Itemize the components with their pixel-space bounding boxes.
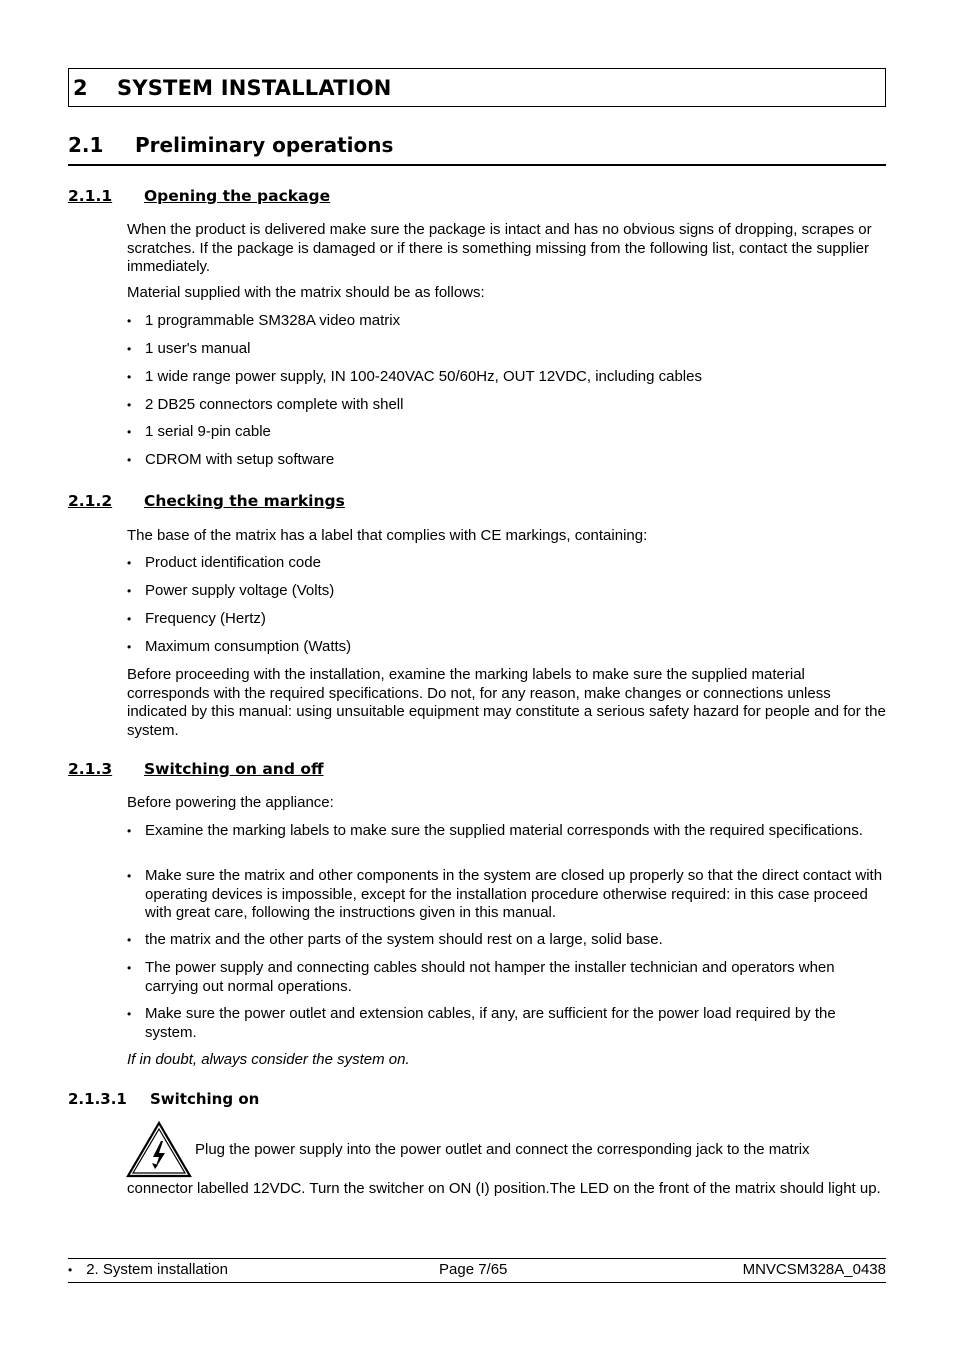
chapter-title-text: SYSTEM INSTALLATION bbox=[117, 76, 392, 100]
subsection-2-1-1-heading bbox=[68, 187, 330, 205]
list-item: • Examine the marking labels to make sure the supplied material corresponds with the required specifications. bbox=[127, 822, 863, 839]
bullet-icon: • bbox=[127, 584, 132, 598]
paragraph: Material supplied with the matrix should be as follows: bbox=[127, 284, 485, 301]
footer-divider-top bbox=[68, 1258, 886, 1259]
bullet-icon: • bbox=[127, 933, 132, 947]
bullet-icon: • bbox=[127, 869, 132, 883]
note-text: If in doubt, always consider the system on. bbox=[127, 1051, 410, 1068]
bullet-icon: • bbox=[127, 398, 132, 412]
paragraph: The base of the matrix has a label that complies with CE markings, containing: bbox=[127, 527, 648, 544]
list-item: • 1 serial 9-pin cable bbox=[127, 423, 271, 440]
subsection-2-1-2-number: 2.1.2 bbox=[68, 492, 113, 510]
section-2-1-number: 2.1 bbox=[68, 133, 104, 157]
subsubsection-2-1-3-1-number: 2.1.3.1 bbox=[68, 1090, 127, 1108]
electrical-hazard-icon bbox=[126, 1121, 192, 1178]
list-item: • 1 programmable SM328A video matrix bbox=[127, 312, 401, 329]
bullet-icon: • bbox=[127, 1007, 132, 1021]
bullet-icon: • bbox=[127, 370, 132, 384]
list-item: • Make sure the matrix and other components in the system are closed up properly so that the direct contact with operating devices is impossible, except for the installation procedure otherwise required: in this case proceed with great care, following the instructions given in this manual. bbox=[127, 867, 883, 921]
bullet-icon: • bbox=[127, 612, 132, 626]
footer-divider-bottom bbox=[68, 1282, 886, 1283]
subsection-2-1-1-number: 2.1.1 bbox=[68, 187, 113, 205]
subsection-2-1-2-title: Checking the markings bbox=[144, 492, 345, 510]
list-item: • 1 wide range power supply, IN 100-240VAC 50/60Hz, OUT 12VDC, including cables bbox=[127, 368, 702, 385]
bullet-icon: • bbox=[127, 342, 132, 356]
bullet-icon: • bbox=[68, 1263, 73, 1277]
list-item: • 2 DB25 connectors complete with shell bbox=[127, 396, 404, 413]
bullet-icon: • bbox=[127, 556, 132, 570]
subsection-2-1-3-title: Switching on and off bbox=[144, 760, 324, 778]
section-divider bbox=[68, 164, 886, 166]
subsection-2-1-2-heading bbox=[68, 492, 345, 510]
bullet-icon: • bbox=[127, 314, 132, 328]
section-2-1-heading bbox=[68, 133, 393, 157]
section-2-1-title: Preliminary operations bbox=[135, 133, 394, 157]
bullet-icon: • bbox=[127, 453, 132, 467]
subsection-2-1-3-number: 2.1.3 bbox=[68, 760, 113, 778]
subsubsection-2-1-3-1-title: Switching on bbox=[150, 1090, 260, 1108]
list-item: • 1 user's manual bbox=[127, 340, 251, 357]
chapter-title bbox=[73, 76, 392, 100]
paragraph: Before proceeding with the installation, examine the marking labels to make sure the supplied material corresponds with the required specifications. Do not, for any reason, make changes or connections unless indicated by this manual: using unsuitable equipment may constitute a serious safety hazard for people and for the system. bbox=[127, 666, 886, 739]
footer-chapter bbox=[68, 1261, 228, 1278]
bullet-icon: • bbox=[127, 824, 132, 838]
bullet-icon: • bbox=[127, 425, 132, 439]
bullet-icon: • bbox=[127, 961, 132, 975]
paragraph: Before powering the appliance: bbox=[127, 794, 334, 811]
list-item: • CDROM with setup software bbox=[127, 451, 335, 468]
paragraph: connector labelled 12VDC. Turn the switcher on ON (I) position.The LED on the front of the matrix should light up. bbox=[127, 1180, 881, 1197]
list-item: • Frequency (Hertz) bbox=[127, 610, 266, 627]
bullet-icon: • bbox=[127, 640, 132, 654]
list-item: • Maximum consumption (Watts) bbox=[127, 638, 352, 655]
paragraph: When the product is delivered make sure the package is intact and has no obvious signs of dropping, scrapes or scratches. If the package is damaged or if there is something missing from the following list, contact the supplier immediately. bbox=[127, 221, 872, 275]
list-item: • Product identification code bbox=[127, 554, 321, 571]
footer-chapter-text: 2. System installation bbox=[86, 1261, 228, 1278]
subsection-2-1-3-heading bbox=[68, 760, 324, 778]
list-item: • Make sure the power outlet and extension cables, if any, are sufficient for the power load required by the system. bbox=[127, 1005, 836, 1041]
list-item: • the matrix and the other parts of the system should rest on a large, solid base. bbox=[127, 931, 663, 948]
chapter-number: 2 bbox=[73, 76, 88, 100]
subsubsection-2-1-3-1-heading bbox=[68, 1090, 259, 1108]
footer-document-code: MNVCSM328A_0438 bbox=[742, 1261, 886, 1278]
chapter-heading-box bbox=[68, 68, 886, 107]
warning-instruction: Plug the power supply into the power outlet and connect the corresponding jack to the matrix bbox=[195, 1141, 810, 1158]
footer-page-number: Page 7/65 bbox=[439, 1261, 508, 1278]
list-item: • The power supply and connecting cables should not hamper the installer technician and operators when carrying out normal operations. bbox=[127, 959, 835, 995]
subsection-2-1-1-title: Opening the package bbox=[144, 187, 331, 205]
list-item: • Power supply voltage (Volts) bbox=[127, 582, 335, 599]
